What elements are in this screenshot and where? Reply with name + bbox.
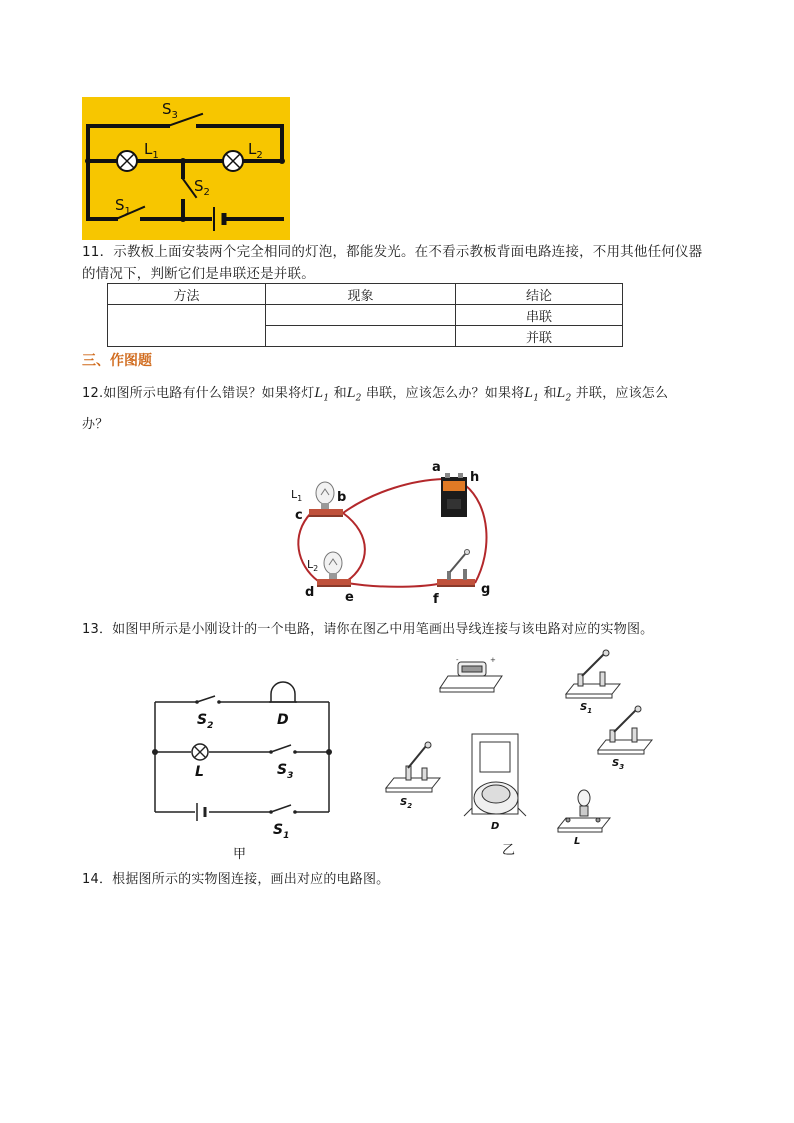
battery-icon xyxy=(440,656,502,692)
phenomenon-cell[interactable] xyxy=(266,305,456,326)
switch-s3-icon xyxy=(598,706,652,754)
header-method: 方法 xyxy=(108,284,266,305)
q13-text: 13．如图甲所示是小刚设计的一个电路，请你在图乙中用笔画出导线连接与该电路对应的实物图。 xyxy=(82,622,654,637)
label-c: c xyxy=(295,508,303,523)
figure-top-circuit xyxy=(82,97,290,240)
battery-icon xyxy=(197,803,205,821)
method-cell[interactable] xyxy=(108,305,266,347)
bell-icon xyxy=(269,682,297,702)
label-d: D xyxy=(277,712,289,728)
label-d: D xyxy=(491,821,500,832)
label-s3: $S_3$ xyxy=(277,762,294,781)
q13-figure-yi xyxy=(378,648,663,858)
label-l2: $L_2$ xyxy=(248,140,263,161)
lamp-l-icon xyxy=(558,790,610,832)
label-s1: $S_1$ xyxy=(273,822,290,841)
table-header-row xyxy=(108,284,623,305)
q11-line2: 的情况下，判断它们是串联还是并联。 xyxy=(82,266,315,282)
lamp-l-icon xyxy=(192,744,208,760)
label-e: e xyxy=(345,590,354,605)
label-s3: $S_3$ xyxy=(612,758,625,771)
label-l1: $L_1$ xyxy=(144,140,159,161)
label-f: f xyxy=(433,592,439,607)
battery-icon xyxy=(441,473,467,517)
q11-answer-table xyxy=(107,283,623,347)
label-d: d xyxy=(305,585,315,600)
q12-text xyxy=(82,381,732,438)
svg-text:+: + xyxy=(490,656,496,664)
lamp-l2-icon xyxy=(223,151,243,171)
table-row xyxy=(108,305,623,326)
label-lamp2: $L_2$ xyxy=(307,558,319,573)
q11-line1: 11．示教板上面安装两个完全相同的灯泡，都能发光。在不看示教板背面电路连接，不用其他任何仪器 xyxy=(82,244,703,260)
label-s1: $S_1$ xyxy=(580,702,593,715)
lamp-l1-icon xyxy=(117,151,137,171)
label-s2: $S_2$ xyxy=(197,712,214,731)
label-b: b xyxy=(337,490,347,505)
label-s3: $S_3$ xyxy=(162,100,178,121)
phenomenon-cell[interactable] xyxy=(266,326,456,347)
q11-text xyxy=(82,241,722,285)
label-lamp1: $L_1$ xyxy=(291,488,303,503)
conclusion-cell: 串联 xyxy=(456,305,623,326)
label-s2: $S_2$ xyxy=(194,177,210,198)
caption-jia: 甲 xyxy=(233,847,247,862)
label-s2: $S_2$ xyxy=(400,797,413,810)
label-g: g xyxy=(481,582,491,597)
section-title: 三、作图题 xyxy=(82,353,152,369)
label-l: L xyxy=(195,764,204,780)
label-l: L xyxy=(574,836,581,847)
label-s1: $S_1$ xyxy=(115,196,131,217)
label-h: h xyxy=(470,470,480,485)
svg-text:-: - xyxy=(456,656,459,664)
q12-line1: 12.如图所示电路有什么错误？如果将灯$L_1$ 和$L_2$ 串联，应该怎么办？如果将$L_1$ 和$L_2$ 并联，应该怎么 xyxy=(82,386,669,404)
conclusion-cell: 并联 xyxy=(456,326,623,347)
lamp-l2-icon xyxy=(317,552,351,587)
q13-figure-jia xyxy=(145,672,345,862)
header-phenomenon: 现象 xyxy=(266,284,456,305)
label-a: a xyxy=(432,460,441,475)
switch-s1-icon xyxy=(566,650,620,698)
switch-s2-icon xyxy=(386,742,440,792)
q14-text: 14．根据图所示的实物图连接，画出对应的电路图。 xyxy=(82,872,390,887)
q12-figure xyxy=(285,455,495,607)
header-conclusion: 结论 xyxy=(456,284,623,305)
q12-line2: 办？ xyxy=(82,416,109,432)
caption-yi: 乙 xyxy=(502,843,516,858)
bell-icon xyxy=(464,734,526,816)
switch-icon xyxy=(437,550,475,588)
